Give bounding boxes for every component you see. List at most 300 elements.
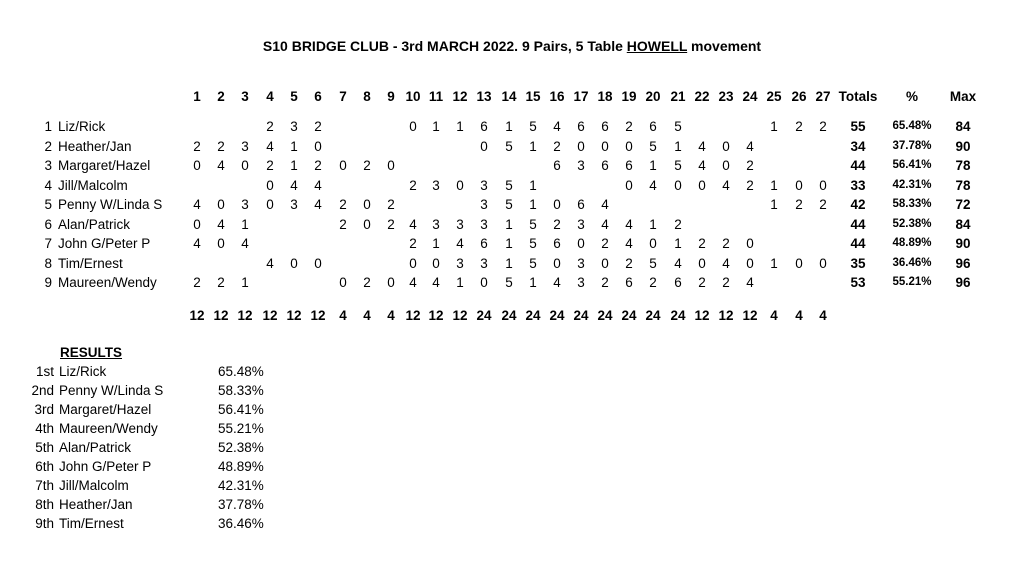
board-header: 14: [501, 89, 517, 104]
pair-number: 3: [44, 158, 52, 173]
board-score: 3: [456, 216, 464, 232]
pair-percent: 37.78%: [892, 139, 932, 152]
board-score: 2: [722, 275, 730, 290]
pair-total: 34: [850, 138, 866, 154]
results-place: 8th: [35, 497, 54, 512]
board-max: 12: [405, 308, 421, 323]
board-score: 4: [290, 177, 298, 193]
pair-percent: 65.48%: [892, 120, 932, 132]
board-score: 2: [601, 236, 609, 251]
board-max: 12: [262, 308, 278, 323]
board-score: 4: [266, 138, 274, 154]
board-header: 3: [241, 89, 249, 104]
board-score: 0: [363, 216, 371, 232]
board-score: 2: [266, 119, 274, 134]
board-header: 8: [363, 89, 371, 104]
board-score: 2: [698, 275, 706, 290]
board-score: 5: [505, 177, 513, 193]
board-score: 4: [553, 119, 561, 134]
board-max: 12: [310, 308, 326, 323]
board-header: 4: [266, 89, 274, 104]
board-score: 0: [241, 158, 249, 173]
board-score: 4: [601, 197, 609, 212]
board-score: 0: [625, 177, 633, 193]
board-score: 2: [601, 275, 609, 290]
board-score: 0: [649, 236, 657, 251]
board-score: 6: [480, 119, 488, 134]
board-score: 0: [577, 138, 585, 154]
board-score: 6: [480, 236, 488, 251]
pair-max: 96: [955, 255, 971, 271]
board-score: 1: [674, 236, 682, 251]
board-score: 1: [241, 275, 249, 290]
board-max: 4: [819, 308, 827, 323]
pair-total: 44: [850, 216, 866, 232]
board-score: 4: [409, 216, 417, 232]
board-score: 5: [505, 197, 513, 212]
board-score: 1: [770, 197, 778, 212]
pair-percent: 52.38%: [892, 217, 932, 230]
board-header: 25: [766, 89, 782, 104]
board-max: 24: [501, 308, 517, 323]
results-place: 3rd: [34, 402, 54, 417]
board-max: 24: [670, 308, 686, 323]
board-score: 0: [456, 177, 464, 193]
board-score: 2: [266, 158, 274, 173]
pair-max: 78: [955, 177, 971, 193]
board-score: 2: [217, 138, 225, 154]
board-score: 2: [746, 177, 754, 193]
board-score: 3: [432, 216, 440, 232]
results-percent: 58.33%: [218, 383, 264, 398]
board-header: 23: [718, 89, 734, 104]
board-score: 5: [529, 236, 537, 251]
board-score: 0: [746, 236, 754, 251]
board-header: 21: [670, 89, 686, 104]
pair-number: 7: [44, 236, 52, 251]
board-score: 0: [819, 177, 827, 193]
pair-number: 4: [44, 177, 52, 193]
results-name: Margaret/Hazel: [59, 402, 152, 417]
board-score: 1: [505, 119, 513, 134]
pair-name: Alan/Patrick: [58, 216, 131, 232]
board-score: 3: [241, 197, 249, 212]
pair-percent: 55.21%: [892, 276, 932, 288]
board-score: 4: [432, 275, 440, 290]
board-score: 4: [266, 255, 274, 271]
board-score: 5: [649, 255, 657, 271]
board-header: 12: [452, 89, 468, 104]
board-score: 4: [193, 197, 201, 212]
board-score: 0: [217, 197, 225, 212]
board-score: 0: [193, 158, 201, 173]
board-header: 13: [476, 89, 492, 104]
pair-name: Tim/Ernest: [58, 255, 123, 271]
pair-max: 78: [955, 158, 971, 173]
board-max: 24: [573, 308, 589, 323]
board-score: 2: [819, 197, 827, 212]
board-score: 6: [674, 275, 682, 290]
results-percent: 42.31%: [218, 478, 264, 493]
results-name: John G/Peter P: [59, 459, 152, 474]
board-score: 5: [674, 119, 682, 134]
board-score: 4: [722, 177, 730, 193]
board-score: 4: [746, 275, 754, 290]
board-score: 6: [625, 158, 633, 173]
results-place: 1st: [35, 364, 54, 379]
board-score: 0: [674, 177, 682, 193]
board-score: 4: [625, 216, 633, 232]
board-score: 0: [314, 138, 322, 154]
results-percent: 52.38%: [218, 440, 264, 455]
board-header: 16: [549, 89, 565, 104]
board-score: 6: [577, 197, 585, 212]
board-score: 2: [193, 138, 201, 154]
board-score: 4: [456, 236, 464, 251]
board-score: 0: [795, 255, 803, 271]
pair-max: 90: [955, 236, 971, 251]
pair-number: 1: [44, 119, 52, 134]
board-score: 0: [625, 138, 633, 154]
board-score: 0: [577, 236, 585, 251]
board-score: 1: [241, 216, 249, 232]
board-header: 24: [742, 89, 758, 104]
board-score: 5: [529, 216, 537, 232]
pair-percent: 56.41%: [892, 159, 932, 171]
board-score: 6: [553, 158, 561, 173]
board-score: 1: [649, 158, 657, 173]
board-score: 0: [480, 138, 488, 154]
board-score: 0: [290, 255, 298, 271]
board-score: 2: [339, 216, 347, 232]
results-name: Alan/Patrick: [59, 440, 132, 455]
board-max: 24: [597, 308, 613, 323]
board-score: 5: [505, 138, 513, 154]
board-score: 0: [193, 216, 201, 232]
board-header: 15: [525, 89, 541, 104]
pair-total: 44: [850, 158, 866, 173]
pair-name: Margaret/Hazel: [58, 158, 151, 173]
pair-total: 53: [850, 275, 866, 290]
board-score: 1: [456, 119, 464, 134]
board-score: 2: [363, 275, 371, 290]
results-heading: RESULTS: [60, 345, 123, 360]
board-header: 9: [387, 89, 395, 104]
board-score: 5: [674, 158, 682, 173]
board-score: 3: [290, 119, 298, 134]
board-score: 2: [314, 119, 322, 134]
board-score: 0: [698, 177, 706, 193]
board-score: 1: [456, 275, 464, 290]
board-score: 0: [266, 197, 274, 212]
board-score: 0: [746, 255, 754, 271]
board-score: 1: [432, 236, 440, 251]
board-score: 3: [480, 216, 488, 232]
board-score: 4: [625, 236, 633, 251]
board-score: 4: [193, 236, 201, 251]
results-percent: 37.78%: [218, 497, 264, 512]
board-header: 20: [645, 89, 661, 104]
board-score: 1: [290, 158, 298, 173]
pair-percent: 36.46%: [892, 256, 932, 269]
board-score: 0: [601, 138, 609, 154]
movement-type: HOWELL: [626, 38, 688, 54]
pair-total: 55: [850, 119, 866, 134]
results-percent: 55.21%: [218, 421, 264, 436]
board-header: 11: [428, 89, 444, 104]
board-score: 1: [649, 216, 657, 232]
board-score: 3: [480, 197, 488, 212]
board-score: 3: [241, 138, 249, 154]
board-score: 0: [409, 255, 417, 271]
board-score: 1: [505, 255, 513, 271]
board-header: 7: [339, 89, 347, 104]
board-score: 6: [601, 158, 609, 173]
results-percent: 56.41%: [218, 402, 264, 417]
board-score: 2: [363, 158, 371, 173]
pair-name: Jill/Malcolm: [58, 177, 128, 193]
pair-number: 2: [44, 138, 52, 154]
results-place: 4th: [35, 421, 54, 436]
pair-total: 42: [850, 197, 866, 212]
board-score: 4: [698, 138, 706, 154]
board-score: 4: [698, 158, 706, 173]
board-max: 24: [645, 308, 661, 323]
board-score: 2: [553, 216, 561, 232]
board-score: 0: [698, 255, 706, 271]
board-max: 24: [525, 308, 541, 323]
results-place: 5th: [35, 440, 54, 455]
board-header: 5: [290, 89, 298, 104]
board-score: 0: [601, 255, 609, 271]
board-header: 1: [193, 89, 201, 104]
board-score: 4: [217, 158, 225, 173]
board-score: 4: [746, 138, 754, 154]
board-score: 2: [387, 197, 395, 212]
board-header: 17: [573, 89, 589, 104]
board-max: 12: [742, 308, 758, 323]
pair-number: 8: [44, 255, 52, 271]
board-score: 2: [698, 236, 706, 251]
board-score: 4: [601, 216, 609, 232]
board-score: 5: [529, 119, 537, 134]
board-score: 3: [577, 255, 585, 271]
board-score: 2: [795, 197, 803, 212]
board-score: 5: [505, 275, 513, 290]
board-score: 1: [432, 119, 440, 134]
pair-name: Heather/Jan: [58, 138, 132, 154]
board-score: 0: [217, 236, 225, 251]
board-score: 0: [722, 158, 730, 173]
pair-max: 84: [955, 119, 971, 134]
pair-max: 84: [955, 216, 971, 232]
board-max: 12: [718, 308, 734, 323]
board-score: 2: [649, 275, 657, 290]
board-max: 12: [189, 308, 205, 323]
board-score: 0: [480, 275, 488, 290]
results-name: Liz/Rick: [59, 364, 107, 379]
results-name: Jill/Malcolm: [59, 478, 129, 493]
board-max: 24: [476, 308, 492, 323]
board-score: 1: [529, 177, 537, 193]
board-header: 6: [314, 89, 322, 104]
board-score: 3: [577, 158, 585, 173]
board-max: 12: [694, 308, 710, 323]
board-header: 19: [621, 89, 637, 104]
board-score: 3: [456, 255, 464, 271]
board-max: 24: [549, 308, 565, 323]
results-name: Penny W/Linda S: [59, 383, 164, 398]
board-header: 2: [217, 89, 225, 104]
board-score: 0: [387, 275, 395, 290]
board-score: 2: [314, 158, 322, 173]
pair-percent: 58.33%: [892, 198, 932, 210]
board-max: 4: [363, 308, 371, 323]
board-score: 2: [795, 119, 803, 134]
board-score: 1: [290, 138, 298, 154]
board-score: 4: [314, 197, 322, 212]
pair-total: 35: [850, 255, 866, 271]
board-score: 2: [409, 177, 417, 193]
board-score: 0: [819, 255, 827, 271]
board-score: 6: [601, 119, 609, 134]
board-score: 2: [625, 119, 633, 134]
board-score: 4: [241, 236, 249, 251]
pair-max: 90: [955, 138, 971, 154]
board-score: 5: [529, 255, 537, 271]
pair-number: 6: [44, 216, 52, 232]
board-score: 0: [795, 177, 803, 193]
board-score: 6: [553, 236, 561, 251]
board-score: 4: [722, 255, 730, 271]
pair-number: 9: [44, 275, 52, 290]
board-score: 0: [432, 255, 440, 271]
pair-total: 33: [850, 177, 866, 193]
board-max: 12: [213, 308, 229, 323]
board-max: 12: [428, 308, 444, 323]
board-score: 1: [529, 197, 537, 212]
board-score: 6: [649, 119, 657, 134]
board-score: 2: [746, 158, 754, 173]
page-title: S10 BRIDGE CLUB - 3rd MARCH 2022. 9 Pairs, 5 Table HOWELL movement: [262, 38, 762, 54]
board-score: 2: [722, 236, 730, 251]
percent-header: %: [905, 89, 918, 104]
board-score: 0: [553, 197, 561, 212]
board-score: 0: [387, 158, 395, 173]
board-max: 4: [387, 308, 395, 323]
board-score: 4: [649, 177, 657, 193]
board-header: 26: [791, 89, 807, 104]
board-score: 0: [409, 119, 417, 134]
board-max: 4: [339, 308, 347, 323]
results-place: 9th: [35, 516, 54, 531]
board-score: 1: [674, 138, 682, 154]
pair-percent: 48.89%: [892, 237, 932, 249]
results-place: 7th: [35, 478, 54, 493]
board-score: 1: [770, 177, 778, 193]
board-score: 0: [339, 158, 347, 173]
board-max: 4: [795, 308, 803, 323]
results-percent: 36.46%: [218, 516, 264, 531]
board-score: 4: [674, 255, 682, 271]
board-score: 4: [217, 216, 225, 232]
board-header: 22: [694, 89, 710, 104]
board-max: 4: [770, 308, 778, 323]
board-score: 2: [409, 236, 417, 251]
results-place: 6th: [35, 459, 54, 474]
board-score: 3: [480, 255, 488, 271]
board-score: 6: [577, 119, 585, 134]
board-score: 6: [625, 275, 633, 290]
board-score: 2: [674, 216, 682, 232]
board-max: 12: [286, 308, 302, 323]
board-score: 3: [480, 177, 488, 193]
board-score: 2: [553, 138, 561, 154]
board-score: 0: [266, 177, 274, 193]
pair-name: Liz/Rick: [58, 119, 106, 134]
board-max: 24: [621, 308, 637, 323]
pair-max: 96: [955, 275, 971, 290]
pair-total: 44: [850, 236, 866, 251]
board-score: 4: [553, 275, 561, 290]
results-percent: 65.48%: [218, 364, 264, 379]
board-score: 1: [505, 236, 513, 251]
board-score: 2: [217, 275, 225, 290]
board-header: 18: [597, 89, 613, 104]
board-score: 2: [193, 275, 201, 290]
board-max: 12: [452, 308, 468, 323]
board-score: 2: [387, 216, 395, 232]
results-place: 2nd: [31, 383, 54, 398]
pair-name: John G/Peter P: [58, 236, 151, 251]
board-score: 0: [339, 275, 347, 290]
board-header: 10: [405, 89, 421, 104]
board-score: 4: [409, 275, 417, 290]
board-score: 2: [625, 255, 633, 271]
board-score: 3: [577, 216, 585, 232]
board-score: 2: [339, 197, 347, 212]
board-score: 1: [529, 138, 537, 154]
board-score: 0: [553, 255, 561, 271]
pair-percent: 42.31%: [892, 178, 932, 191]
board-max: 12: [237, 308, 253, 323]
pair-name: Penny W/Linda S: [58, 197, 163, 212]
board-score: 1: [770, 255, 778, 271]
pair-max: 72: [955, 197, 971, 212]
board-score: 1: [505, 216, 513, 232]
results-name: Tim/Ernest: [59, 516, 124, 531]
results-name: Maureen/Wendy: [59, 421, 158, 436]
board-score: 4: [314, 177, 322, 193]
results-name: Heather/Jan: [59, 497, 133, 512]
board-score: 0: [314, 255, 322, 271]
board-score: 3: [290, 197, 298, 212]
results-percent: 48.89%: [218, 459, 264, 474]
board-score: 2: [819, 119, 827, 134]
board-score: 3: [432, 177, 440, 193]
totals-header: Totals: [838, 89, 878, 104]
board-score: 0: [722, 138, 730, 154]
max-header: Max: [949, 89, 977, 104]
pair-name: Maureen/Wendy: [58, 275, 157, 290]
board-score: 1: [529, 275, 537, 290]
board-score: 5: [649, 138, 657, 154]
board-score: 0: [363, 197, 371, 212]
board-score: 3: [577, 275, 585, 290]
pair-number: 5: [44, 197, 52, 212]
board-score: 1: [770, 119, 778, 134]
board-header: 27: [815, 89, 831, 104]
